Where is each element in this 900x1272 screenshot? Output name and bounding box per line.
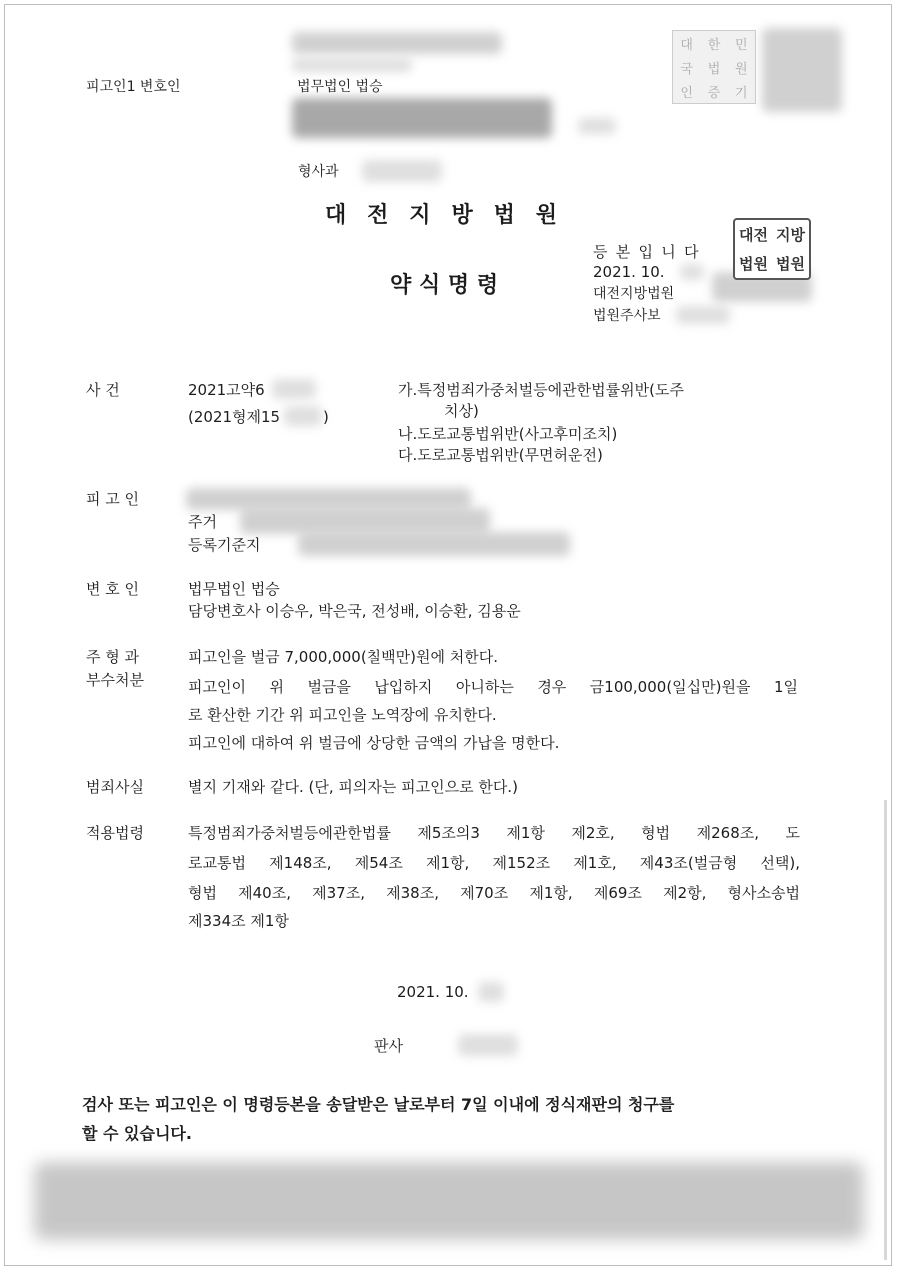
seal-char: 원 [735,61,748,77]
facts-text: 별지 기재와 같다. (단, 피의자는 피고인으로 한다.) [188,778,518,796]
counsel-firm: 법무법인 법승 [188,580,280,598]
order-date: 2021. 10. [397,983,469,1001]
appeal-notice-line-2: 할 수 있습니다. [82,1124,192,1143]
redacted-address [292,32,502,54]
certification-text: 등본입니다 [593,243,707,261]
document-page [4,4,892,1266]
seal-char: 대 [680,37,693,53]
redacted-sub-number [284,406,322,426]
charge-b: 나.도로교통법위반(사고후미조치) [398,425,618,443]
redacted-registry [298,532,570,556]
seal-char: 기 [735,85,748,101]
disposition-line: 피고인을 벌금 7,000,000(칠백만)원에 처한다. [188,648,498,666]
facts-label: 범죄사실 [86,778,144,796]
case-sub-number-close: ) [323,408,329,426]
registry-label: 등록기준지 [188,536,261,554]
disposition-label-1: 주 형 과 [86,648,140,666]
firm-name: 법무법인 법승 [297,79,383,95]
seal-char: 지방 [776,226,805,244]
redacted-clerk-name [676,306,730,324]
charge-a-cont: 치상) [444,402,479,420]
redacted-honorific [578,118,616,134]
redacted-division [362,160,442,182]
certification-date: 2021. 10. [593,263,665,281]
redacted-footer-block [34,1162,864,1240]
disposition-label-2: 부수처분 [86,671,144,689]
residence-label: 주거 [188,513,217,531]
case-number: 2021고약6 [188,381,265,399]
disposition-line: 피고인에 대하여 위 벌금에 상당한 금액의 가납을 명한다. [188,734,560,752]
counsel-section-label: 변 호 인 [86,580,140,598]
counsel-label: 피고인1 변호인 [86,79,181,95]
law-line: 형법 제40조, 제37조, 제38조, 제70조 제1항, 제69조 제2항, 형사소송법 [188,884,800,902]
appeal-notice-line-1: 검사 또는 피고인은 이 명령등본을 송달받은 날로부터 7일 이내에 정식재판의 청구를 [82,1095,675,1114]
charge-c: 다.도로교통법위반(무면허운전) [398,446,603,464]
law-line: 특정범죄가중처벌등에관한법률 제5조의3 제1항 제2호, 형법 제268조, 도 [188,824,800,842]
case-label: 사 건 [86,381,120,399]
division-label: 형사과 [298,164,339,180]
redacted-judge-name [458,1034,518,1056]
seal-char: 한 [707,37,721,53]
law-line: 제334조 제1항 [188,912,289,930]
charge-a: 가.특정범죄가중처벌등에관한법률위반(도주 [398,381,684,399]
seal-char: 인 [680,85,693,101]
seal-char: 대전 [739,226,768,244]
seal-char: 증 [707,85,721,101]
disposition-line: 로 환산한 기간 위 피고인을 노역장에 유치한다. [188,706,497,724]
laws-label: 적용법령 [86,824,144,842]
court-seal-stamp [733,218,811,280]
defendant-label: 피 고 인 [86,490,140,508]
seal-char: 법 [707,61,721,77]
judge-label: 판사 [374,1037,403,1055]
redacted-day [680,264,704,280]
seal-char: 민 [735,37,748,53]
redacted-address-2 [292,58,412,72]
certification-court: 대전지방법원 [593,286,675,302]
page-edge-shadow [884,800,887,1260]
seal-char: 법원 [739,255,768,273]
counsel-attorneys: 담당변호사 이승우, 박은국, 전성배, 이승환, 김용운 [188,602,521,620]
redacted-order-day [478,982,504,1002]
redacted-defendant-name [186,488,471,510]
court-title: 대전지방법원 [325,203,578,228]
redacted-recipient [292,98,552,138]
redacted-barcode [762,28,842,112]
seal-char: 국 [680,61,693,77]
certification-clerk: 법원주사보 [593,308,661,324]
disposition-line: 피고인이 위 벌금을 납입하지 아니하는 경우 금100,000(일십만)원을 1일 [188,678,798,696]
law-line: 로교통법 제148조, 제54조 제1항, 제152조 제1호, 제43조(벌금형 선택), [188,854,800,872]
seal-char: 법원 [776,255,805,273]
case-sub-number: (2021형제15 [188,408,281,426]
redacted-residence [240,508,490,534]
top-seal-stamp [672,30,756,104]
redacted-case-number [272,379,316,399]
document-title: 약식명령 [390,273,506,298]
